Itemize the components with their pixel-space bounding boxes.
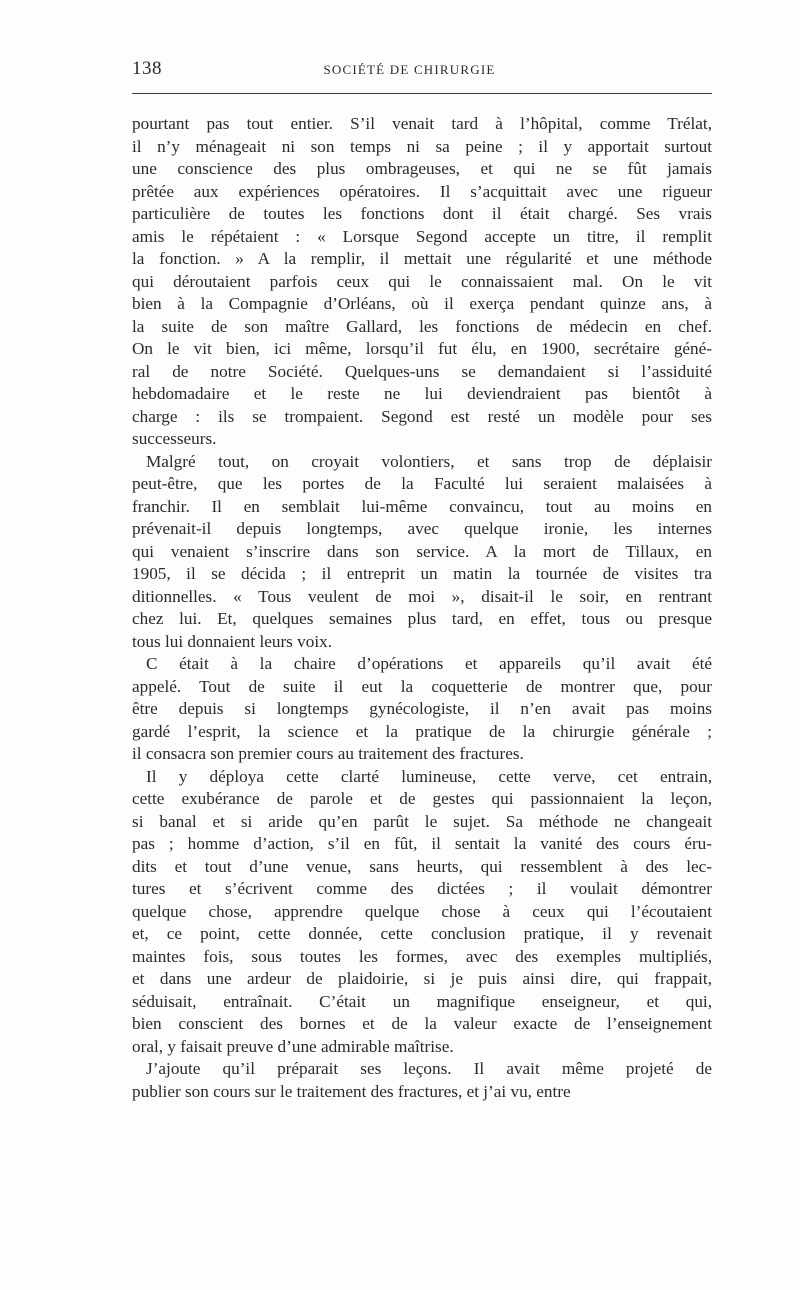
text-line: si banal et si aride qu’en parût le sujet. Sa méthode ne changeait	[132, 811, 712, 831]
text-line: hebdomadaire et le reste ne lui deviendraient pas bientôt à	[132, 384, 712, 403]
text-line: qui déroutaient parfois ceux qui le connaissaient mal. On le vit	[132, 271, 712, 291]
text-line: la suite de son maître Gallard, les fonctions de médecin en chef.	[132, 316, 712, 336]
text-line: qui venaient s’inscrire dans son service. A la mort de Tillaux, en	[132, 541, 712, 561]
text-line: prêtée aux expériences opératoires. Il s’acquittait avec une rigueur	[132, 181, 712, 201]
text-line: particulière de toutes les fonctions dont il était chargé. Ses vrais	[132, 204, 712, 223]
text-line: amis le répétaient : « Lorsque Segond accepte un titre, il remplit	[132, 226, 712, 246]
text-line: être depuis si longtemps gynécologiste, il n’en avait pas moins	[132, 699, 712, 718]
text-line: tous lui donnaient leurs voix.	[132, 631, 333, 651]
paragraph	[132, 653, 712, 766]
text-line: chez lui. Et, quelques semaines plus tard, en effet, tous ou presque	[132, 609, 712, 628]
text-line: pourtant pas tout entier. S’il venait tard à l’hôpital, comme Trélat,	[132, 114, 712, 133]
text-line: cette exubérance de parole et de gestes qui passionnaient la leçon,	[132, 789, 712, 808]
text-line: oral, y faisait preuve d’une admirable maîtrise.	[132, 1036, 454, 1056]
text-line: C était à la chaire d’opérations et appareils qu’il avait été	[146, 654, 712, 673]
text-line: appelé. Tout de suite il eut la coquetterie de montrer que, pour	[132, 676, 712, 696]
text-line: la fonction. » A la remplir, il mettait une régularité et une méthode	[132, 249, 712, 268]
text-line: séduisait, entraînait. C’était un magnifique enseigneur, et qui,	[132, 991, 712, 1011]
text-line: prévenait-il depuis longtemps, avec quelque ironie, les internes	[132, 519, 712, 538]
text-line: il n’y ménageait ni son temps ni sa peine ; il y apportait surtout	[132, 136, 712, 156]
text-line: et dans une ardeur de plaidoirie, si je puis ainsi dire, qui frappait,	[132, 969, 712, 988]
text-line: On le vit bien, ici même, lorsqu’il fut élu, en 1900, secrétaire géné-	[132, 339, 712, 358]
running-head	[132, 58, 712, 84]
text-line: quelque chose, apprendre quelque chose à ceux qui l’écoutaient	[132, 901, 712, 921]
body-text	[132, 113, 712, 1103]
text-line: 1905, il se décida ; il entreprit un matin la tournée de visites tra	[132, 564, 712, 583]
page-number: 138	[132, 58, 162, 79]
paragraph	[132, 451, 712, 654]
text-line: il consacra son premier cours au traitement des fractures.	[132, 744, 524, 763]
paragraph	[132, 113, 712, 451]
paragraph	[132, 1058, 712, 1103]
header-rule	[132, 93, 712, 94]
text-line: charge : ils se trompaient. Segond est resté un modèle pour ses	[132, 406, 712, 426]
text-line: publier son cours sur le traitement des fractures, et j’ai vu, entre	[132, 1081, 571, 1101]
text-line: dits et tout d’une venue, sans heurts, qui ressemblent à des lec-	[132, 856, 712, 876]
text-line: tures et s’écrivent comme des dictées ; il voulait démontrer	[132, 879, 712, 898]
text-line: ditionnelles. « Tous veulent de moi », disait-il le soir, en rentrant	[132, 586, 712, 606]
text-line: Malgré tout, on croyait volontiers, et sans trop de déplaisir	[146, 451, 712, 471]
text-line: gardé l’esprit, la science et la pratique de la chirurgie générale ;	[132, 721, 712, 741]
text-line: bien à la Compagnie d’Orléans, où il exerça pendant quinze ans, à	[132, 294, 712, 313]
text-line: une conscience des plus ombrageuses, et qui ne se fût jamais	[132, 159, 712, 178]
text-line: maintes fois, sous toutes les formes, avec des exemples multipliés,	[132, 946, 712, 966]
text-line: et, ce point, cette donnée, cette conclusion pratique, il y revenait	[132, 924, 712, 943]
text-line: ral de notre Société. Quelques-uns se demandaient si l’assiduité	[132, 361, 712, 381]
paragraph	[132, 766, 712, 1059]
text-line: Il y déploya cette clarté lumineuse, cette verve, cet entrain,	[146, 766, 712, 786]
text-line: peut-être, que les portes de la Faculté lui seraient malaisées à	[132, 474, 712, 493]
running-title: SOCIÉTÉ DE CHIRURGIE	[323, 62, 496, 77]
text-line: bien conscient des bornes et de la valeur exacte de l’enseignement	[132, 1014, 712, 1033]
text-line: successeurs.	[132, 429, 217, 448]
text-line: pas ; homme d’action, s’il en fût, il sentait la vanité des cours éru-	[132, 834, 712, 853]
text-line: J’ajoute qu’il préparait ses leçons. Il avait même projeté de	[146, 1059, 712, 1078]
text-line: franchir. Il en semblait lui-même convaincu, tout au moins en	[132, 496, 712, 516]
